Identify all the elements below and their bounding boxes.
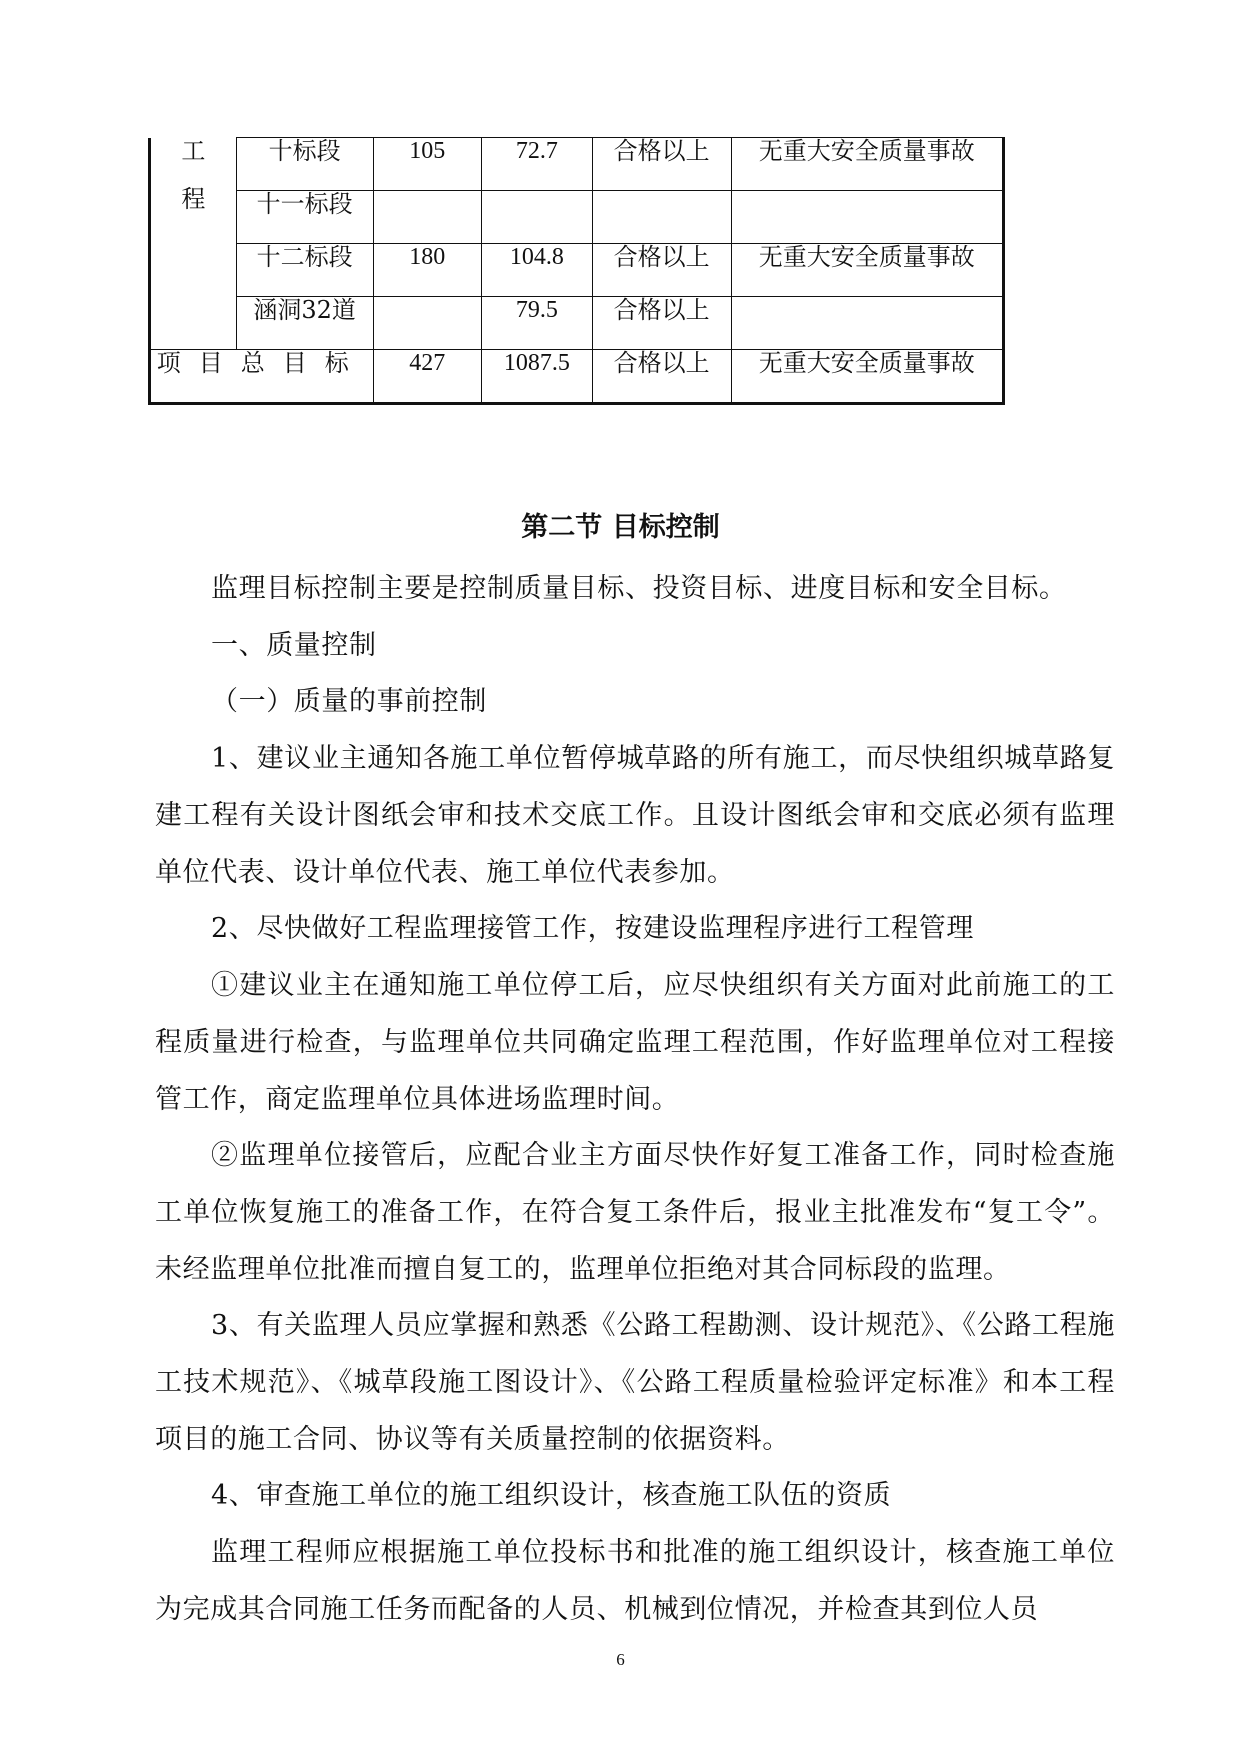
segment-cell: 涵洞32道 <box>236 297 373 350</box>
safety-cell: 无重大安全质量事故 <box>731 138 1003 191</box>
length-cell: 180 <box>373 244 482 297</box>
paragraph: ①建议业主在通知施工单位停工后，应尽快组织有关方面对此前施工的工程质量进行检查，与监理单位共同确定监理工程范围，作好监理单位对工程接管工作，商定监理单位具体进场监理时间。 <box>155 970 1115 1115</box>
group-label <box>150 138 237 350</box>
quality-cell <box>592 191 731 244</box>
paragraph: 监理工程师应根据施工单位投标书和批准的施工组织设计，核查施工单位为完成其合同施工任务而配备的人员、机械到位情况，并检查其到位人员 <box>155 1537 1115 1625</box>
amount-cell: 72.7 <box>482 138 593 191</box>
goal-table <box>148 137 1005 405</box>
segment-cell: 十标段 <box>236 138 373 191</box>
length-cell <box>373 191 482 244</box>
quality-cell: 合格以上 <box>592 138 731 191</box>
total-length: 427 <box>373 350 482 404</box>
total-quality: 合格以上 <box>592 350 731 404</box>
amount-cell: 79.5 <box>482 297 593 350</box>
safety-cell <box>731 297 1003 350</box>
amount-cell <box>482 191 593 244</box>
paragraph: 4、审查施工单位的施工组织设计，核查施工队伍的资质 <box>211 1480 892 1511</box>
safety-cell: 无重大安全质量事故 <box>731 244 1003 297</box>
table-row <box>150 244 1004 297</box>
paragraph: （一）质量的事前控制 <box>211 686 487 717</box>
safety-cell <box>731 191 1003 244</box>
paragraph: 3、有关监理人员应掌握和熟悉《公路工程勘测、设计规范》、《公路工程施工技术规范》、《城草段施工图设计》、《公路工程质量检验评定标准》和本工程项目的施工合同、协议等有关质量控制的依据资料。 <box>155 1310 1115 1455</box>
quality-cell: 合格以上 <box>592 297 731 350</box>
amount-cell: 104.8 <box>482 244 593 297</box>
table-row <box>150 191 1004 244</box>
paragraph: ②监理单位接管后，应配合业主方面尽快作好复工准备工作，同时检查施工单位恢复施工的准备工作，在符合复工条件后，报业主批准发布“复工令”。未经监理单位批准而擅自复工的，监理单位拒绝对其合同标段的监理。 <box>155 1140 1115 1285</box>
length-cell: 105 <box>373 138 482 191</box>
table-row <box>150 138 1004 191</box>
length-cell <box>373 297 482 350</box>
paragraph: 2、尽快做好工程监理接管工作，按建设监理程序进行工程管理 <box>211 913 974 944</box>
segment-cell: 十一标段 <box>236 191 373 244</box>
total-label: 项目总目标 <box>150 350 374 404</box>
page-number: 6 <box>616 1650 625 1669</box>
quality-cell: 合格以上 <box>592 244 731 297</box>
total-amount: 1087.5 <box>482 350 593 404</box>
group-label-line1: 工 <box>181 136 206 165</box>
group-label-line2: 程 <box>181 184 206 213</box>
table-row <box>150 297 1004 350</box>
total-safety: 无重大安全质量事故 <box>731 350 1003 404</box>
paragraph: 1、建议业主通知各施工单位暂停城草路的所有施工，而尽快组织城草路复建工程有关设计图纸会审和技术交底工作。且设计图纸会审和交底必须有监理单位代表、设计单位代表、施工单位代表参加。 <box>155 743 1115 888</box>
section-heading: 第二节 目标控制 <box>521 512 720 543</box>
paragraph: 监理目标控制主要是控制质量目标、投资目标、进度目标和安全目标。 <box>211 573 1067 604</box>
table-total-row <box>150 350 1004 404</box>
segment-cell: 十二标段 <box>236 244 373 297</box>
paragraph: 一、质量控制 <box>211 630 377 661</box>
